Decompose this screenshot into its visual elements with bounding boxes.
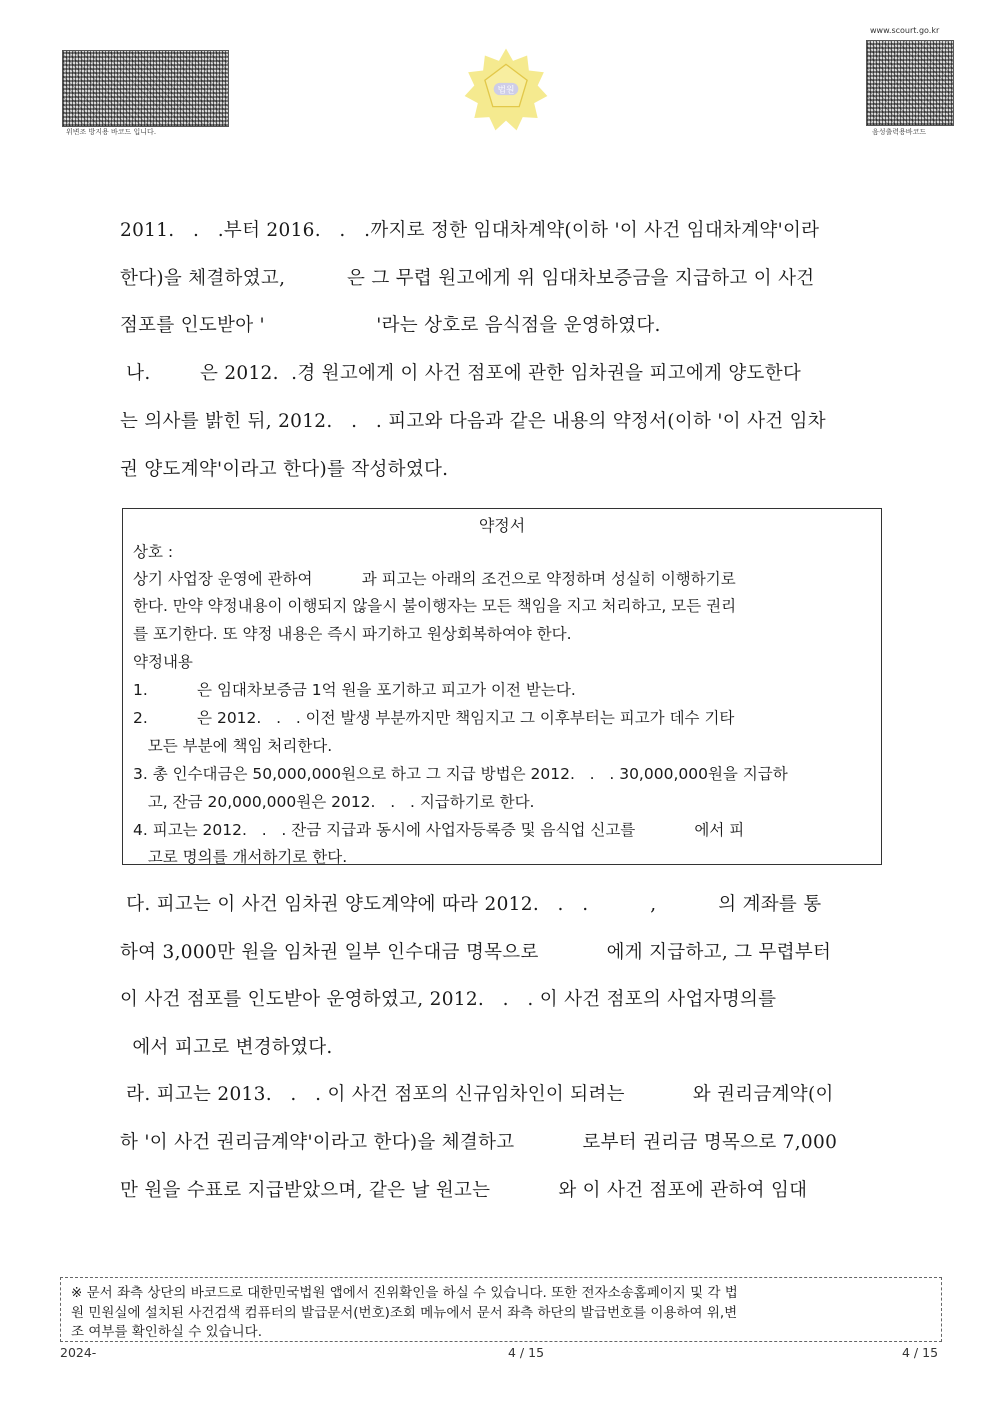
court-seal-watermark xyxy=(462,45,550,133)
agreement-line: 한다. 만약 약정내용이 이행되지 않을시 불이행자는 모든 책임을 지고 처리하고, 모든 권리 xyxy=(133,597,737,615)
agreement-line: 4. 피고는 2012. . . 잔금 지급과 동시에 사업자등록증 및 음식업 신고를 에서 피 xyxy=(133,821,745,839)
issue-number: 2024- xyxy=(60,1345,97,1360)
body-line: 권 양도계약'이라고 한다)를 작성하였다. xyxy=(120,459,449,480)
court-url: www.scourt.go.kr xyxy=(870,26,940,35)
body-line: 만 원을 수표로 지급받았으며, 같은 날 원고는 와 이 사건 점포에 관하여 임대 xyxy=(120,1180,808,1201)
body-line: 이 사건 점포를 인도받아 운영하였고, 2012. . . 이 사건 점포의 사업자명의를 xyxy=(120,989,777,1010)
notice-line: 조 여부를 확인하실 수 있습니다. xyxy=(71,1324,262,1340)
body-line: 2011. . .부터 2016. . .까지로 정한 임대차계약(이하 '이 사건 임대차계약'이라 xyxy=(120,220,820,241)
body-line: 는 의사를 밝힌 뒤, 2012. . . 피고와 다음과 같은 내용의 약정서(이하 '이 사건 임차 xyxy=(120,411,826,432)
verification-notice xyxy=(60,1277,942,1342)
authentication-barcode-caption: 위변조 방지용 바코드 입니다. xyxy=(66,128,157,136)
agreement-line: 상기 사업장 운영에 관하여 과 피고는 아래의 조건으로 약정하며 성실히 이행하기로 xyxy=(133,570,736,588)
agreement-line: 상호 : xyxy=(133,543,174,561)
agreement-line: 1. 은 임대차보증금 1억 원을 포기하고 피고가 이전 받는다. xyxy=(133,681,576,699)
body-line: 한다)을 체결하였고, 은 그 무렵 원고에게 위 임대차보증금을 지급하고 이 사건 xyxy=(120,268,815,289)
page-number-center: 4 / 15 xyxy=(508,1345,545,1360)
agreement-line: 를 포기한다. 또 약정 내용은 즉시 파기하고 원상회복하여야 한다. xyxy=(133,625,572,643)
agreement-title: 약정서 xyxy=(478,516,526,535)
notice-line: ※ 문서 좌측 상단의 바코드로 대한민국법원 앱에서 진위확인을 하실 수 있습니다. 또한 전자소송홈페이지 및 각 법 xyxy=(71,1285,738,1301)
agreement-box xyxy=(122,508,882,865)
body-line: 점포를 인도받아 ' '라는 상호로 음식점을 운영하였다. xyxy=(120,315,661,336)
voice-output-barcode-caption: 음성출력용바코드 xyxy=(872,128,927,136)
agreement-line: 3. 총 인수대금은 50,000,000원으로 하고 그 지급 방법은 2012. . . 30,000,000원을 지급하 xyxy=(133,765,788,783)
voice-output-barcode xyxy=(866,40,954,126)
agreement-line: 모든 부분에 책임 처리한다. xyxy=(133,737,333,755)
agreement-line: 고, 잔금 20,000,000원은 2012. . . 지급하기로 한다. xyxy=(133,793,535,811)
authentication-barcode xyxy=(62,50,229,127)
body-line: 에서 피고로 변경하였다. xyxy=(120,1037,333,1058)
body-line: 하 '이 사건 권리금계약'이라고 한다)을 체결하고 로부터 권리금 명목으로 7,000 xyxy=(120,1132,838,1153)
body-line: 하여 3,000만 원을 임차권 일부 인수대금 명목으로 에게 지급하고, 그 무렵부터 xyxy=(120,942,832,963)
agreement-line: 고로 명의를 개서하기로 한다. xyxy=(133,848,348,866)
agreement-line: 약정내용 xyxy=(133,653,193,671)
body-line: 나. 은 2012. .경 원고에게 이 사건 점포에 관한 임차권을 피고에게 양도한다 xyxy=(120,363,802,384)
svg-text:법원: 법원 xyxy=(497,85,515,96)
body-line: 라. 피고는 2013. . . 이 사건 점포의 신규임차인이 되려는 와 권리금계약(이 xyxy=(120,1084,834,1105)
agreement-line: 2. 은 2012. . . 이전 발생 부분까지만 책임지고 그 이후부터는 피고가 데수 기타 xyxy=(133,709,735,727)
page-number-right: 4 / 15 xyxy=(902,1345,939,1360)
notice-line: 원 민원실에 설치된 사건검색 컴퓨터의 발급문서(번호)조회 메뉴에서 문서 좌측 하단의 발급번호를 이용하여 위,변 xyxy=(71,1305,738,1321)
body-line: 다. 피고는 이 사건 임차권 양도계약에 따라 2012. . . , 의 계좌를 통 xyxy=(120,894,822,915)
